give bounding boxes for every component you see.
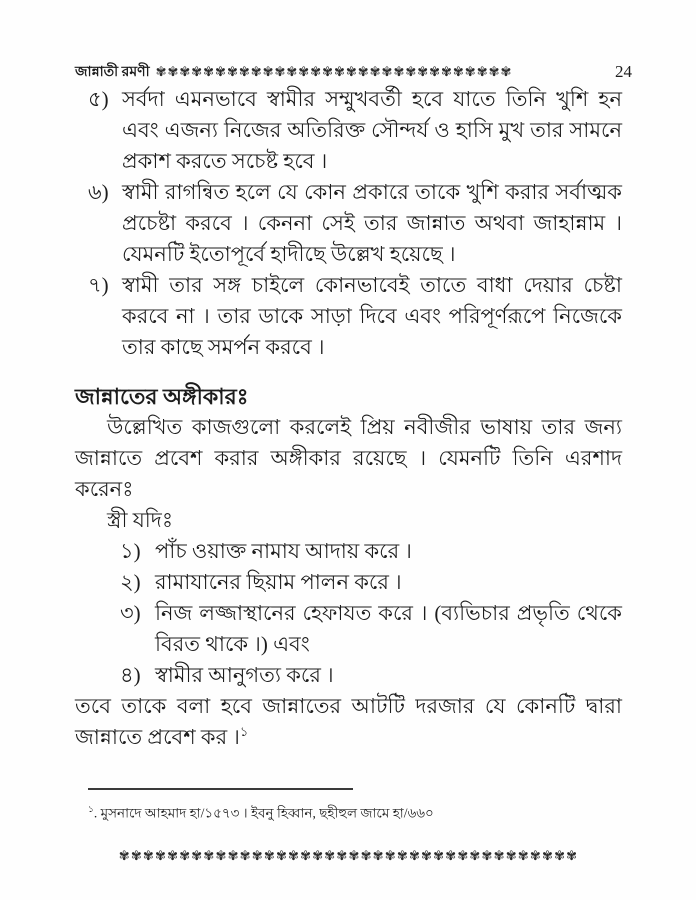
list-item-text: সর্বদা এমনভাবে স্বামীর সম্মুখবর্তী হবে যাতে তিনি খুশি হন এবং এজন্য নিজের অতিরিক্ত সৌন্দর্য ও হাসি মুখ তার সামনে প্রকাশ করতে সচেষ্ট হবে । (122, 87, 622, 173)
condition-item-number: ২) (120, 570, 141, 594)
list-item-text: স্বামী তার সঙ্গ চাইলে কোনভাবেই তাতে বাধা দেয়ার চেষ্টা করবে না । তার ডাকে সাড়া দিবে এবং পরিপূর্ণরূপে নিজেকে তার কাছে সমর্পন করবে । (122, 273, 622, 359)
list-item-number: ৬) (88, 180, 109, 204)
closing-text: তবে তাকে বলা হবে জান্নাতের আটটি দরজার যে কোনটি দ্বারা জান্নাতে প্রবেশ কর । (75, 694, 622, 749)
condition-item-3 (75, 598, 622, 660)
ornament-border-bottom: ✾✾✾✾✾✾✾✾✾✾✾✾✾✾✾✾✾✾✾✾✾✾✾✾✾✾✾✾✾✾✾✾✾✾✾✾✾✾ (118, 848, 579, 863)
footnote-reference-mark: ১ (239, 724, 249, 739)
condition-item-number: ৪) (120, 663, 141, 687)
ornament-border-top: ✾✾✾✾✾✾✾✾✾✾✾✾✾✾✾✾✾✾✾✾✾✾✾✾✾✾✾✾✾✾ (155, 64, 513, 79)
running-title: জান্নাতী রমণী (75, 65, 150, 80)
paragraph: উল্লেখিত কাজগুলো করলেই প্রিয় নবীজীর ভাষায় তার জন্য জান্নাতে প্রবেশ করার অঙ্গীকার রয়েছে । যেমনটি তিনি এরশাদ করেনঃ (75, 415, 622, 501)
list-item-number: ৭) (88, 273, 109, 297)
footnote-divider (88, 788, 353, 790)
list-item-text: স্বামী রাগন্বিত হলে যে কোন প্রকারে তাকে খুশি করার সর্বাত্মক প্রচেষ্টা করবে । কেননা সেই তার জান্নাত অথবা জাহান্নাম । যেমনটি ইতোপূর্বে হাদীছে উল্লেখ হয়েছে । (122, 180, 622, 266)
body-text (75, 84, 622, 753)
page-number: 24 (615, 62, 632, 81)
condition-item-text: নিজ লজ্জাস্থানের হেফাযত করে । (ব্যভিচার প্রভৃতি থেকে বিরত থাকে ।) এবং (155, 601, 622, 656)
condition-item-number: ১) (120, 539, 141, 563)
list-item-number: ৫) (88, 87, 109, 111)
list-item-5 (75, 84, 622, 177)
condition-item-text: স্বামীর আনুগত্য করে । (155, 663, 334, 687)
list-item-6 (75, 177, 622, 270)
footnote-mark: ১ (88, 804, 94, 814)
condition-item-1 (75, 536, 622, 567)
condition-item-4 (75, 660, 622, 691)
footnote-area (75, 788, 622, 823)
footnote-text (75, 800, 622, 823)
closing-paragraph (75, 691, 622, 753)
condition-item-2 (75, 567, 622, 598)
page-header (75, 60, 632, 84)
condition-item-text: রামাযানের ছিয়াম পালন করে । (155, 570, 402, 594)
list-item-7 (75, 270, 622, 363)
condition-item-number: ৩) (120, 601, 141, 625)
condition-item-text: পাঁচ ওয়াক্ত নামায আদায় করে । (155, 539, 412, 563)
footnote-body: . মুসনাদে আহমাদ হা/১৫৭৩ । ইবনু হিব্বান, ছহীহুল জামে হা/৬৬০ (93, 805, 434, 821)
section-heading: জান্নাতের অঙ্গীকারঃ (75, 384, 249, 409)
lead-line: স্ত্রী যদিঃ (107, 508, 174, 532)
